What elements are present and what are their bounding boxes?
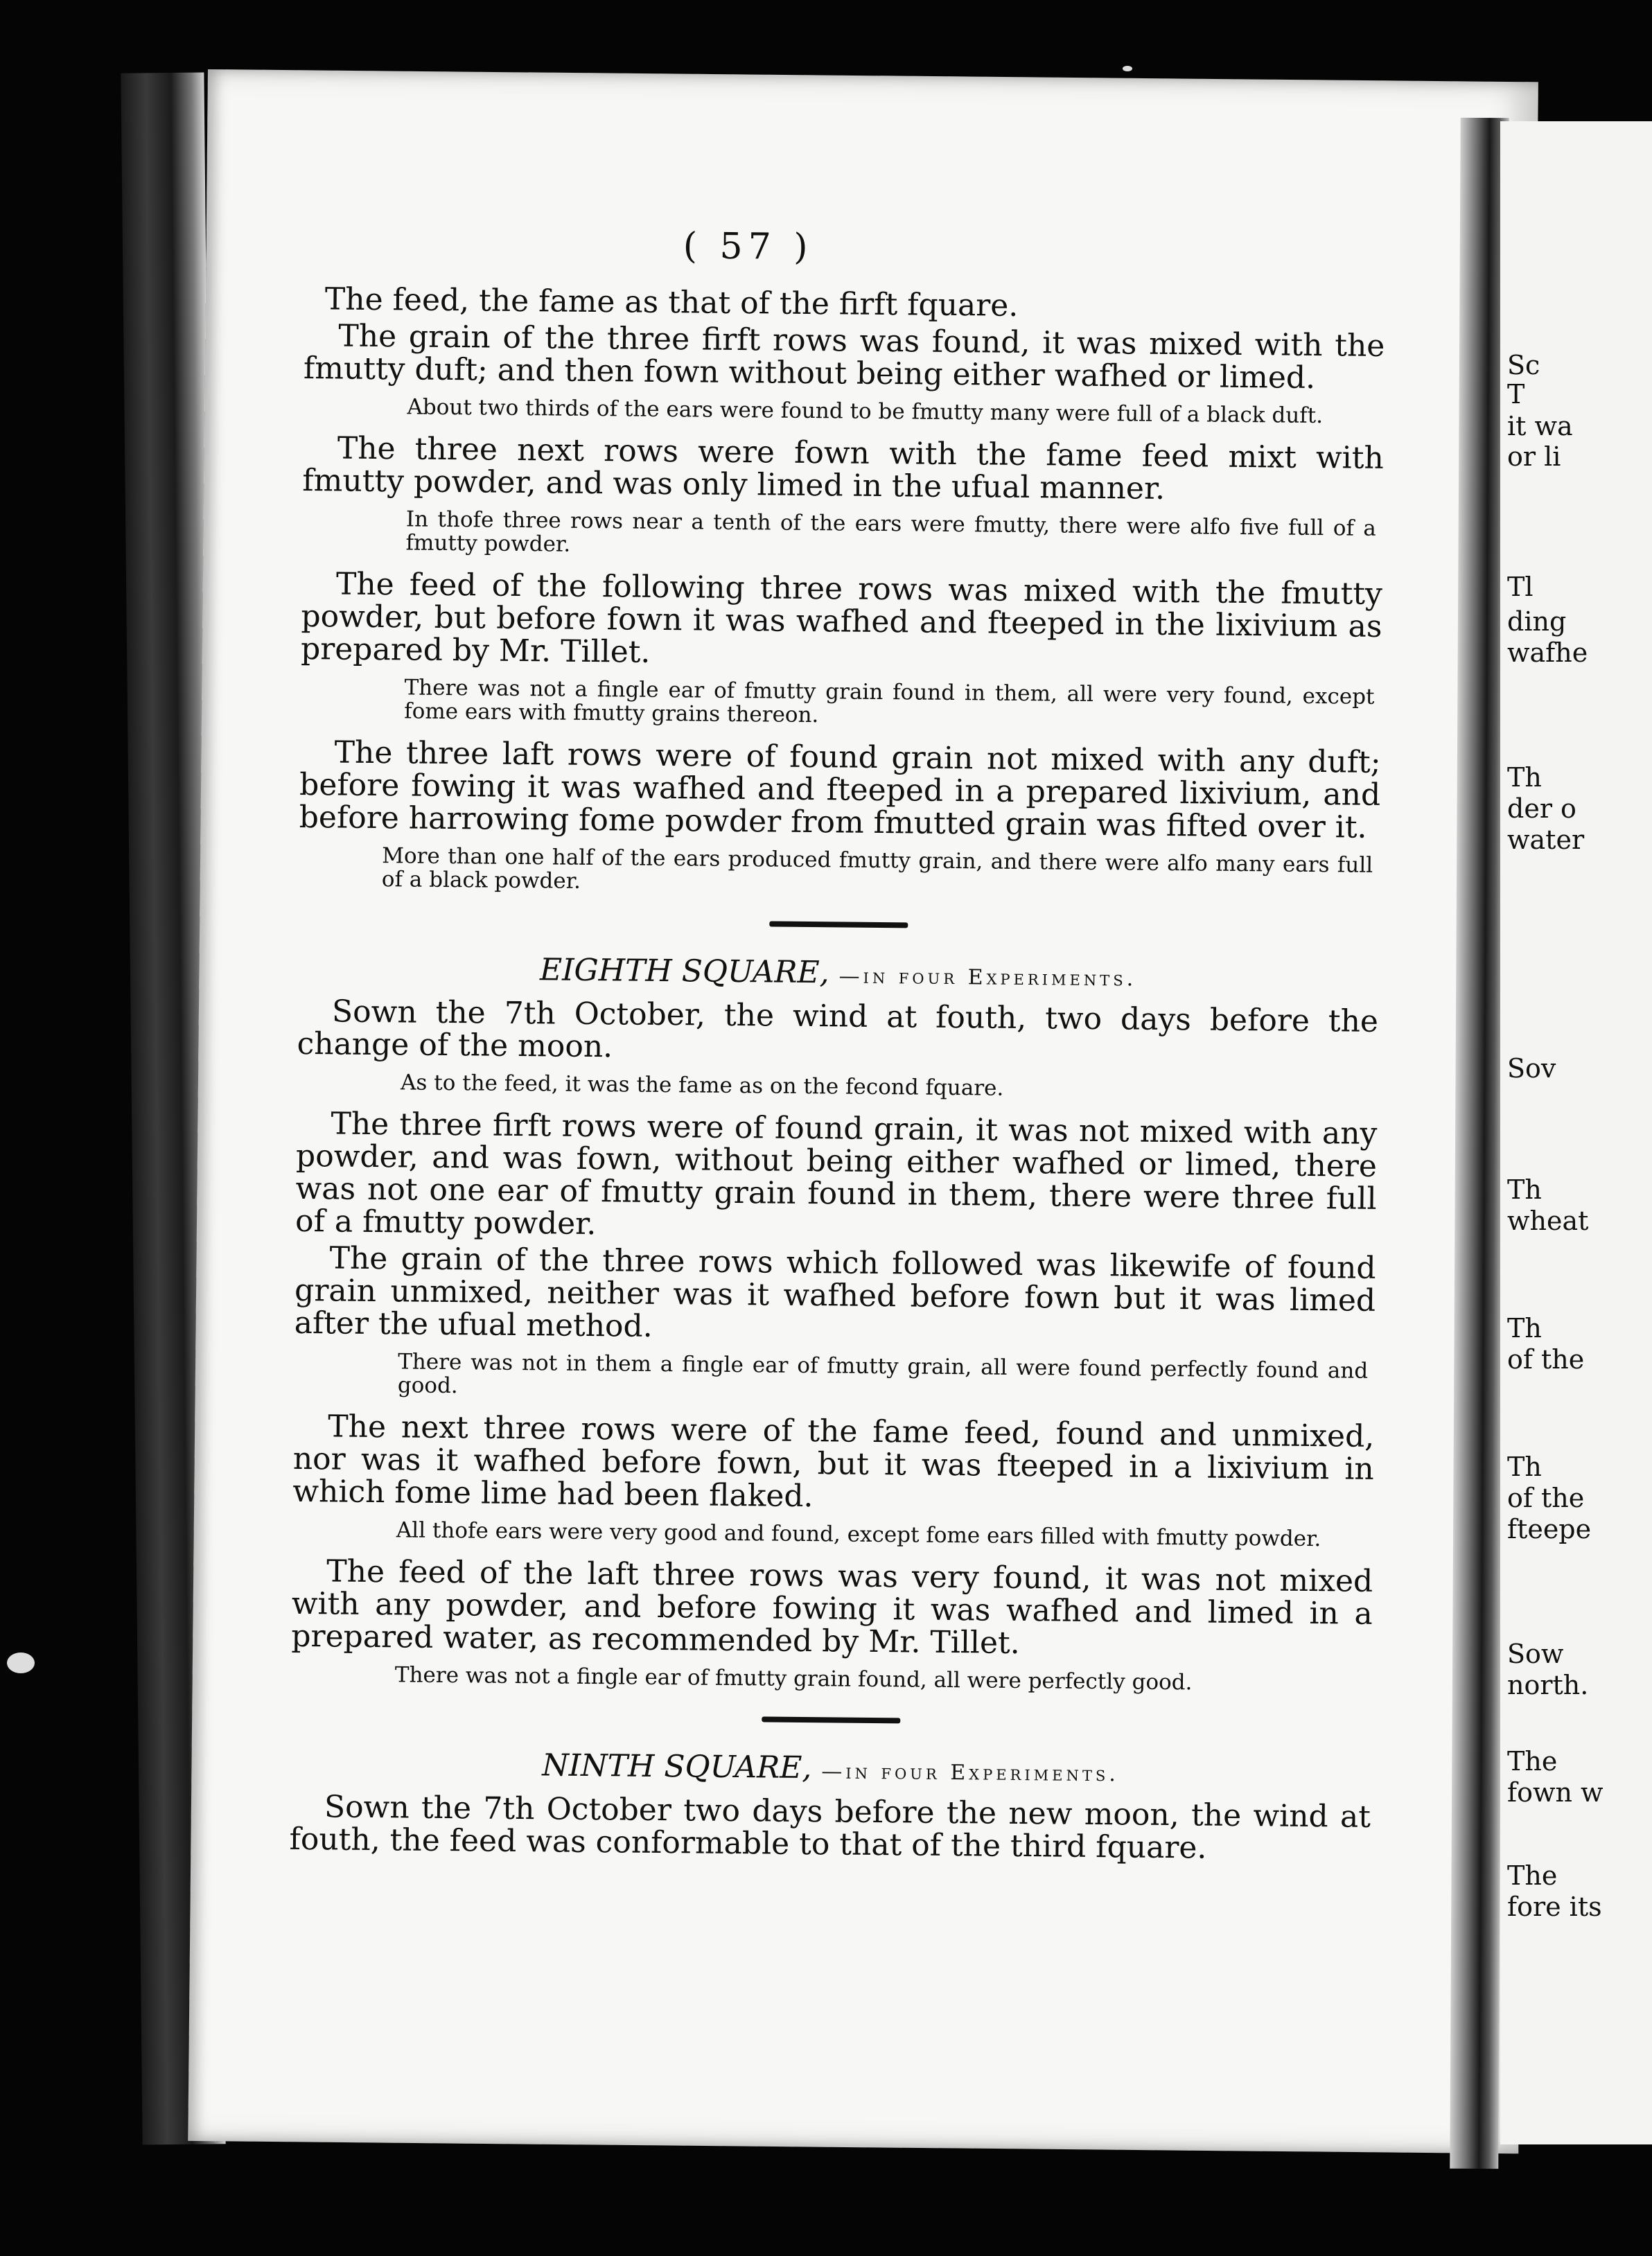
facing-fragment: wafhe [1507, 637, 1588, 668]
facing-fragment: Th [1507, 762, 1542, 793]
facing-fragment: of the [1507, 1344, 1585, 1375]
paragraph: The feed of the following three rows was mixed with the fmutty powder, but before fown it was wafhed and fteeped in the lixivium as prepared by Mr. Tillet. [300, 566, 1383, 670]
section-divider [762, 1716, 900, 1723]
paragraph: The three firft rows were of found grain, it was not mixed with any powder, and was fown, without being either wafhed or limed, there was not one ear of fmutty grain found in them, there were three full of a fmutty powder. [295, 1106, 1378, 1242]
section-subtitle: —in four Experiments. [821, 1759, 1120, 1787]
section-heading-ninth [290, 1745, 1371, 1791]
facing-fragment: Th [1507, 1313, 1542, 1343]
section-title: EIGHTH SQUARE, [539, 952, 829, 991]
facing-fragment: it wa [1507, 411, 1573, 441]
facing-fragment: Sc [1507, 350, 1540, 380]
facing-page [1500, 121, 1652, 2144]
paragraph: The next three rows were of the fame feed, found and unmixed, nor was it wafhed before fown, but it was fteeped in a lixivium in which fome lime had been flaked. [292, 1409, 1375, 1515]
facing-fragment: Th [1507, 1174, 1542, 1205]
facing-fragment: of the [1507, 1483, 1585, 1513]
facing-fragment: Sov [1507, 1053, 1556, 1084]
page-text [289, 222, 1386, 1870]
note: As to the feed, it was the fame as on the fecond fquare. [400, 1070, 1004, 1101]
note: There was not in them a fingle ear of fmutty grain, all were found perfectly found and good. [397, 1349, 1369, 1399]
section-title: NINTH SQUARE, [542, 1747, 812, 1786]
facing-fragment: fore its [1507, 1892, 1602, 1922]
note: In thofe three rows near a tenth of the ears were fmutty, there were alfo five full of a fmutty powder. [405, 506, 1376, 557]
facing-fragment: Th [1507, 1452, 1542, 1482]
facing-fragment: Tl [1507, 572, 1534, 602]
facing-fragment: T [1507, 379, 1525, 409]
scan-speck [7, 1653, 35, 1673]
section-divider [769, 921, 908, 928]
note: All thofe ears were very good and found, except fome ears filled with fmutty powder. [396, 1517, 1321, 1552]
facing-fragment: The [1507, 1860, 1558, 1891]
facing-fragment: ding [1507, 606, 1567, 637]
facing-fragment: or li [1507, 441, 1561, 472]
paragraph: The feed of the laft three rows was very found, it was not mixed with any powder, and before fowing it was wafhed and limed in a prepared water, as recommended by Mr. Tillet. [291, 1553, 1373, 1661]
facing-fragment: The [1507, 1746, 1558, 1777]
paragraph: Sown the 7th October two days before the new moon, the wind at fouth, the feed was conformable to that of the third fquare. [289, 1789, 1371, 1866]
paragraph: The grain of the three rows which followed was likewife of found grain unmixed, neither was it wafhed before fown but it was limed after the ufual method. [294, 1240, 1376, 1344]
paragraph: The three laft rows were of found grain not mixed with any duft; before fowing it was wafhed and fteeped in a prepared lixivium, and before harrowing fome powder from fmutted grain was fifted over it. [299, 734, 1381, 845]
facing-fragment: wheat [1507, 1206, 1589, 1236]
note: There was not a fingle ear of fmutty grain found in them, all were very found, except fome ears with fmutty grains thereon. [404, 675, 1375, 728]
facing-fragment: north. [1507, 1670, 1589, 1700]
scan-speck [1123, 66, 1132, 71]
facing-fragment: fteepe [1507, 1514, 1592, 1544]
paragraph: The three next rows were fown with the fame feed mixt with fmutty powder, and was only limed in the ufual manner. [302, 430, 1385, 506]
page-number: ( 57 ) [683, 225, 814, 269]
paragraph: The grain of the three firft rows was found, it was mixed with the fmutty duft; and then fown without being either wafhed or limed. [303, 318, 1385, 396]
paragraph: The feed, the fame as that of the firft fquare. [324, 281, 1019, 324]
facing-fragment: water [1507, 825, 1585, 855]
note: About two thirds of the ears were found to be fmutty many were full of a black duft. [407, 394, 1324, 429]
section-heading-eighth [297, 950, 1378, 996]
paragraph: Sown the 7th October, the wind at fouth, two days before the change of the moon. [297, 994, 1379, 1065]
facing-fragment: der o [1507, 793, 1576, 824]
note: There was not a fingle ear of fmutty grain found, all were perfectly good. [394, 1662, 1193, 1695]
facing-fragment: fown w [1507, 1777, 1603, 1808]
note: More than one half of the ears produced fmutty grain, and there were alfo many ears full of a black powder. [381, 843, 1373, 894]
section-subtitle: —in four Experiments. [838, 964, 1137, 992]
facing-fragment: Sow [1507, 1639, 1564, 1669]
